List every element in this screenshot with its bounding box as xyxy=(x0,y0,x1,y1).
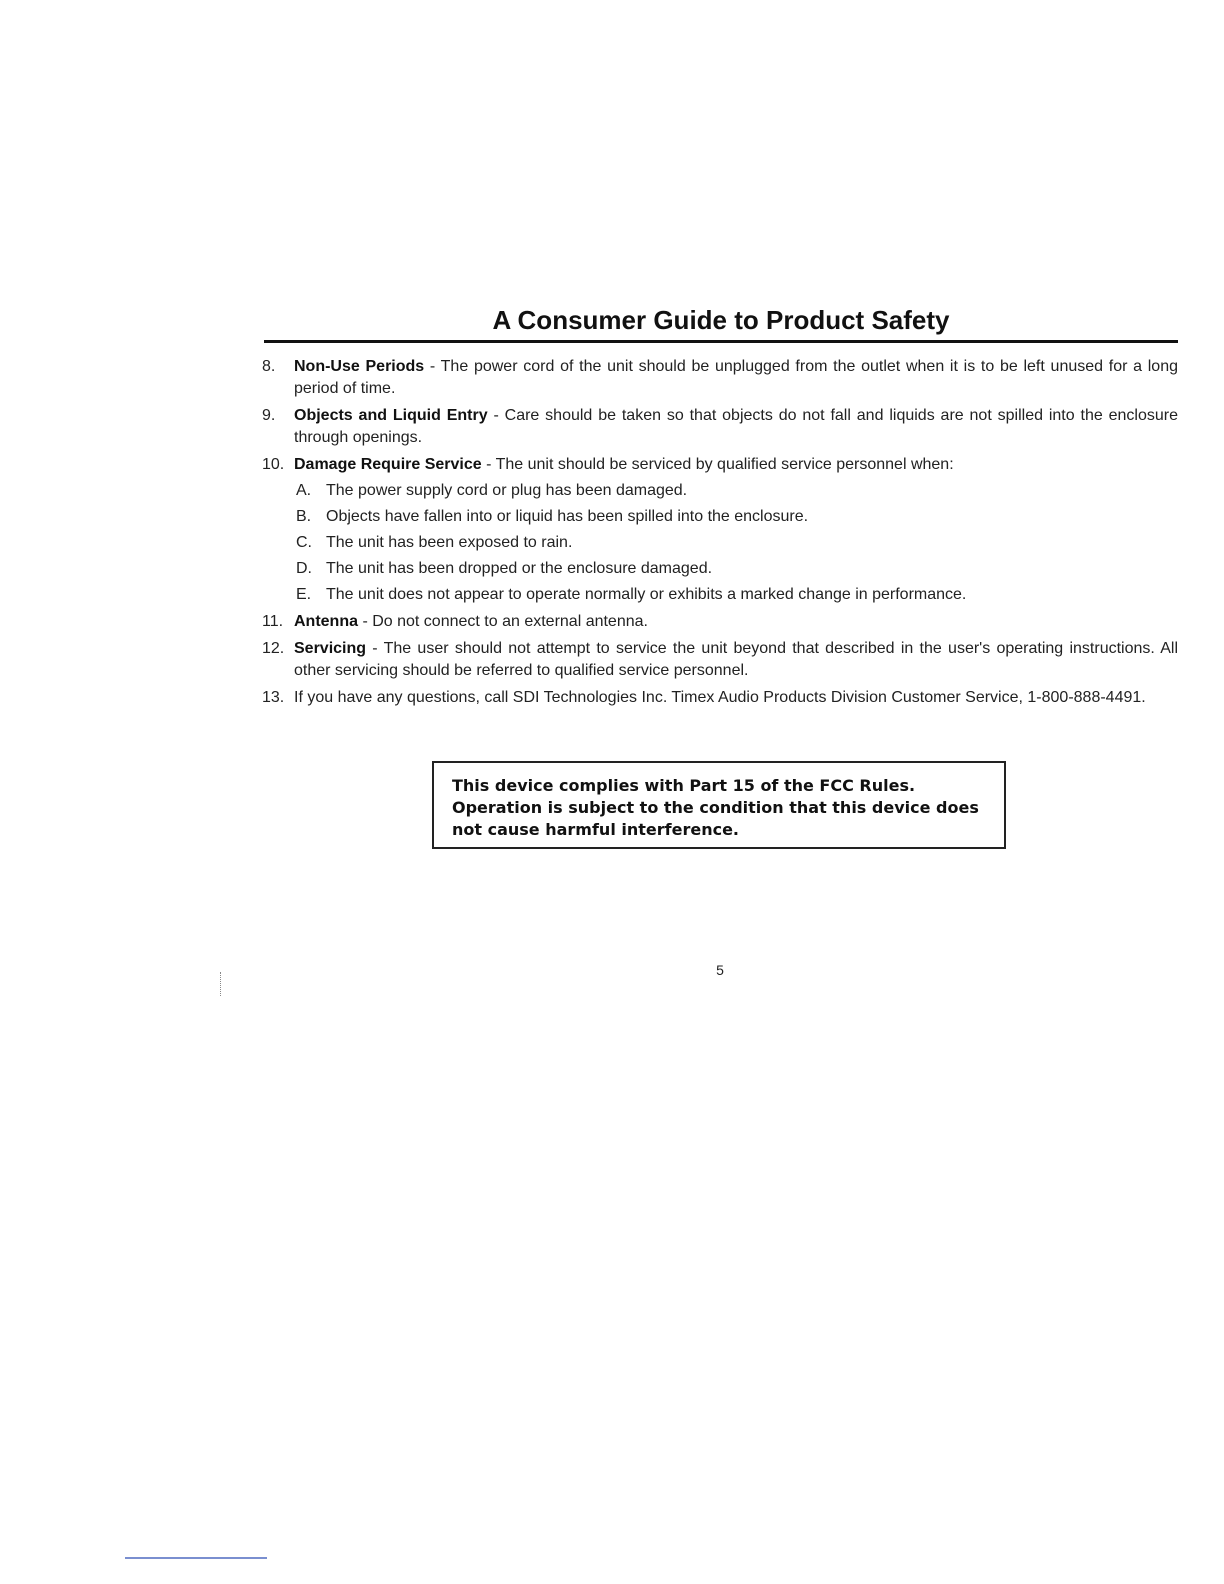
item-text: - Do not connect to an external antenna. xyxy=(358,613,648,630)
item-number: 11. xyxy=(262,613,284,630)
page-title: A Consumer Guide to Product Safety xyxy=(492,305,950,335)
sublist-item xyxy=(296,532,1178,554)
item-heading: Servicing xyxy=(294,640,367,657)
subitem-letter: B. xyxy=(296,508,312,525)
list-item xyxy=(262,405,1178,449)
subitem-letter: A. xyxy=(296,482,312,499)
sublist-item xyxy=(296,558,1178,580)
sublist xyxy=(294,480,1178,606)
subitem-text: The unit has been exposed to rain. xyxy=(326,534,573,551)
subitem-text: Objects have fallen into or liquid has been spilled into the enclosure. xyxy=(326,508,809,525)
fcc-notice-text: This device complies with Part 15 of the FCC Rules. Operation is subject to the condition that this device does not cause harmful interference. xyxy=(452,776,979,839)
item-heading: Non-Use Periods xyxy=(294,358,425,375)
sublist-item xyxy=(296,480,1178,502)
item-text: - The user should not attempt to service the unit beyond that described in the user's operating instructions. All other servicing should be referred to qualified service personnel. xyxy=(294,640,1178,679)
item-text: If you have any questions, call SDI Technologies Inc. Timex Audio Products Division Customer Service, 1-800-888-4491. xyxy=(294,689,1146,706)
item-text: - Care should be taken so that objects do not fall and liquids are not spilled into the enclosure through openings. xyxy=(294,407,1178,446)
title-rule xyxy=(264,340,1178,343)
item-text: - The unit should be serviced by qualified service personnel when: xyxy=(481,456,954,473)
list-item xyxy=(262,687,1178,709)
sublist-item xyxy=(296,506,1178,528)
item-number: 8. xyxy=(262,358,276,375)
item-text: - The power cord of the unit should be unplugged from the outlet when it is to be left unused for a long period of time. xyxy=(294,358,1178,397)
item-number: 9. xyxy=(262,407,276,424)
subitem-text: The unit does not appear to operate normally or exhibits a marked change in performance. xyxy=(326,586,967,603)
item-number: 12. xyxy=(262,640,285,657)
subitem-text: The unit has been dropped or the enclosure damaged. xyxy=(326,560,713,577)
bottom-rule xyxy=(125,1557,267,1559)
item-heading: Antenna xyxy=(294,613,358,630)
margin-mark xyxy=(220,972,222,996)
list-item xyxy=(262,638,1178,682)
list-item xyxy=(262,611,1178,633)
safety-list xyxy=(262,356,1178,714)
sublist-item xyxy=(296,584,1178,606)
list-item xyxy=(262,454,1178,606)
item-heading: Objects and Liquid Entry xyxy=(294,407,488,424)
list-item xyxy=(262,356,1178,400)
subitem-letter: C. xyxy=(296,534,312,551)
item-heading: Damage Require Service xyxy=(294,456,482,473)
fcc-notice-box xyxy=(432,761,1006,849)
subitem-text: The power supply cord or plug has been damaged. xyxy=(326,482,688,499)
item-number: 13. xyxy=(262,689,285,706)
subitem-letter: E. xyxy=(296,586,312,603)
page-number: 5 xyxy=(716,962,724,978)
subitem-letter: D. xyxy=(296,560,312,577)
item-number: 10. xyxy=(262,456,285,473)
